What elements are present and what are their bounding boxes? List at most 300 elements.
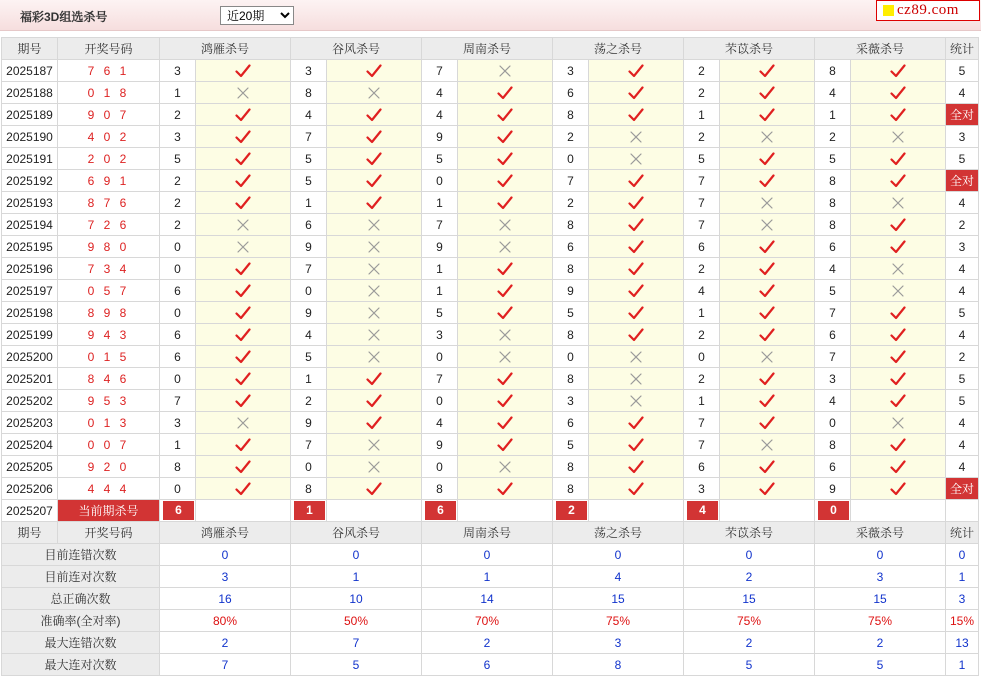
kill-number-cell: 7	[684, 192, 720, 214]
summary-value: 0	[291, 544, 422, 566]
summary-value: 0	[422, 544, 553, 566]
summary-value: 75%	[684, 610, 815, 632]
check-icon	[235, 328, 251, 342]
cross-icon	[628, 152, 644, 166]
blank-cell	[946, 500, 979, 522]
result-mark-cell	[851, 214, 946, 236]
cross-icon	[366, 262, 382, 276]
check-icon	[628, 240, 644, 254]
issue-cell: 2025199	[2, 324, 58, 346]
result-mark-cell	[720, 456, 815, 478]
result-mark-cell	[720, 302, 815, 324]
check-icon	[890, 306, 906, 320]
stat-cell: 5	[946, 368, 979, 390]
kill-number-cell: 0	[553, 148, 589, 170]
result-mark-cell	[589, 434, 684, 456]
summary-row	[2, 632, 979, 654]
kill-number-cell: 5	[291, 346, 327, 368]
summary-value: 0	[815, 544, 946, 566]
kill-number-cell: 5	[684, 148, 720, 170]
current-kill-cell	[291, 500, 327, 522]
check-icon	[628, 262, 644, 276]
stat-cell: 5	[946, 390, 979, 412]
result-mark-cell	[589, 346, 684, 368]
result-mark-cell	[851, 60, 946, 82]
kill-number-cell: 6	[291, 214, 327, 236]
summary-value: 70%	[422, 610, 553, 632]
current-kill-number: 4	[687, 501, 718, 520]
issue-cell: 2025193	[2, 192, 58, 214]
cross-icon	[235, 86, 251, 100]
check-icon	[628, 218, 644, 232]
kill-number-cell: 8	[815, 214, 851, 236]
summary-stat: 1	[946, 654, 979, 676]
summary-value: 14	[422, 588, 553, 610]
table-header-row	[2, 38, 979, 60]
period-select[interactable]	[220, 6, 294, 25]
result-mark-cell	[458, 434, 553, 456]
result-mark-cell	[720, 280, 815, 302]
summary-value: 5	[684, 654, 815, 676]
draw-number-cell: 0 0 7	[58, 434, 160, 456]
kill-number-cell: 2	[160, 192, 196, 214]
check-icon	[366, 64, 382, 78]
check-icon	[628, 64, 644, 78]
summary-value: 3	[160, 566, 291, 588]
kill-number-cell: 0	[160, 236, 196, 258]
kill-number-cell: 4	[815, 258, 851, 280]
check-icon	[497, 372, 513, 386]
summary-value: 3	[815, 566, 946, 588]
kill-number-cell: 0	[291, 280, 327, 302]
cross-icon	[759, 350, 775, 364]
check-icon	[759, 306, 775, 320]
cross-icon	[235, 416, 251, 430]
draw-number-cell: 9 8 0	[58, 236, 160, 258]
all-correct-badge: 全对	[946, 170, 979, 192]
blank-cell	[720, 500, 815, 522]
result-mark-cell	[327, 236, 422, 258]
check-icon	[890, 482, 906, 496]
check-icon	[759, 262, 775, 276]
result-mark-cell	[327, 456, 422, 478]
result-mark-cell	[589, 170, 684, 192]
result-mark-cell	[196, 60, 291, 82]
kill-number-cell: 9	[291, 236, 327, 258]
check-icon	[235, 306, 251, 320]
summary-row	[2, 654, 979, 676]
check-icon	[890, 108, 906, 122]
table-row	[2, 192, 979, 214]
kill-number-cell: 3	[160, 412, 196, 434]
result-mark-cell	[720, 390, 815, 412]
result-mark-cell	[720, 104, 815, 126]
kill-number-cell: 4	[291, 324, 327, 346]
summary-col-header-stat: 统计	[946, 522, 979, 544]
summary-value: 75%	[553, 610, 684, 632]
summary-label: 最大连错次数	[2, 632, 160, 654]
issue-cell: 2025200	[2, 346, 58, 368]
kill-number-cell: 9	[422, 126, 458, 148]
check-icon	[759, 416, 775, 430]
result-mark-cell	[327, 346, 422, 368]
summary-stat: 13	[946, 632, 979, 654]
kill-number-cell: 1	[684, 390, 720, 412]
table-row	[2, 368, 979, 390]
kill-number-cell: 4	[422, 104, 458, 126]
blank-cell	[196, 500, 291, 522]
stat-cell: 4	[946, 456, 979, 478]
result-mark-cell	[327, 192, 422, 214]
check-icon	[628, 416, 644, 430]
result-mark-cell	[458, 258, 553, 280]
result-mark-cell	[851, 192, 946, 214]
kill-number-cell: 7	[684, 170, 720, 192]
check-icon	[628, 328, 644, 342]
issue-cell: 2025202	[2, 390, 58, 412]
check-icon	[759, 394, 775, 408]
kill-number-cell: 6	[160, 324, 196, 346]
check-icon	[235, 174, 251, 188]
kill-number-cell: 1	[684, 302, 720, 324]
kill-number-cell: 9	[291, 412, 327, 434]
result-mark-cell	[589, 390, 684, 412]
summary-value: 1	[422, 566, 553, 588]
result-mark-cell	[327, 324, 422, 346]
kill-number-cell: 1	[684, 104, 720, 126]
result-mark-cell	[720, 60, 815, 82]
result-mark-cell	[589, 368, 684, 390]
result-mark-cell	[327, 214, 422, 236]
summary-value: 15	[815, 588, 946, 610]
check-icon	[890, 394, 906, 408]
result-mark-cell	[458, 236, 553, 258]
kill-number-cell: 9	[815, 478, 851, 500]
cross-icon	[628, 350, 644, 364]
result-mark-cell	[851, 170, 946, 192]
kill-number-cell: 3	[291, 60, 327, 82]
check-icon	[759, 64, 775, 78]
check-icon	[497, 262, 513, 276]
kill-number-table	[1, 37, 979, 676]
cross-icon	[497, 218, 513, 232]
summary-value: 2	[422, 632, 553, 654]
result-mark-cell	[589, 148, 684, 170]
result-mark-cell	[196, 412, 291, 434]
result-mark-cell	[720, 82, 815, 104]
cross-icon	[366, 328, 382, 342]
issue-cell: 2025195	[2, 236, 58, 258]
summary-col-header-expert: 周南杀号	[422, 522, 553, 544]
cross-icon	[366, 460, 382, 474]
check-icon	[628, 306, 644, 320]
kill-number-cell: 0	[422, 346, 458, 368]
check-icon	[366, 372, 382, 386]
col-header-stat: 统计	[946, 38, 979, 60]
issue-cell: 2025198	[2, 302, 58, 324]
result-mark-cell	[851, 280, 946, 302]
draw-number-cell: 9 0 7	[58, 104, 160, 126]
table-row	[2, 60, 979, 82]
kill-number-cell: 3	[815, 368, 851, 390]
kill-number-cell: 7	[815, 346, 851, 368]
result-mark-cell	[327, 170, 422, 192]
result-mark-cell	[851, 82, 946, 104]
kill-number-cell: 2	[160, 104, 196, 126]
summary-value: 3	[553, 632, 684, 654]
kill-number-cell: 0	[422, 456, 458, 478]
check-icon	[235, 284, 251, 298]
kill-number-cell: 5	[291, 148, 327, 170]
issue-cell: 2025201	[2, 368, 58, 390]
kill-number-cell: 9	[553, 280, 589, 302]
kill-number-cell: 8	[815, 60, 851, 82]
kill-number-cell: 8	[553, 456, 589, 478]
summary-value: 5	[291, 654, 422, 676]
stat-cell: 5	[946, 60, 979, 82]
result-mark-cell	[589, 214, 684, 236]
stat-cell: 3	[946, 236, 979, 258]
summary-label: 目前连对次数	[2, 566, 160, 588]
check-icon	[890, 328, 906, 342]
result-mark-cell	[327, 258, 422, 280]
summary-col-header-expert: 荡之杀号	[553, 522, 684, 544]
issue-cell: 2025194	[2, 214, 58, 236]
kill-number-cell: 6	[684, 456, 720, 478]
draw-number-cell: 9 4 3	[58, 324, 160, 346]
check-icon	[366, 196, 382, 210]
kill-number-cell: 1	[422, 280, 458, 302]
current-kill-number: 6	[425, 501, 456, 520]
summary-col-header-expert: 谷风杀号	[291, 522, 422, 544]
stat-cell: 5	[946, 302, 979, 324]
current-kill-cell	[684, 500, 720, 522]
result-mark-cell	[720, 412, 815, 434]
kill-number-cell: 7	[160, 390, 196, 412]
summary-value: 80%	[160, 610, 291, 632]
col-header-expert: 鸿雁杀号	[160, 38, 291, 60]
current-kill-number: 0	[818, 501, 849, 520]
current-kill-number: 1	[294, 501, 325, 520]
result-mark-cell	[196, 82, 291, 104]
kill-number-cell: 0	[422, 170, 458, 192]
result-mark-cell	[327, 412, 422, 434]
kill-number-cell: 6	[815, 236, 851, 258]
cross-icon	[235, 240, 251, 254]
kill-number-cell: 2	[684, 258, 720, 280]
check-icon	[235, 130, 251, 144]
result-mark-cell	[720, 192, 815, 214]
summary-value: 8	[553, 654, 684, 676]
cross-icon	[628, 372, 644, 386]
check-icon	[497, 86, 513, 100]
check-icon	[497, 130, 513, 144]
result-mark-cell	[458, 324, 553, 346]
check-icon	[759, 152, 775, 166]
issue-cell: 2025197	[2, 280, 58, 302]
check-icon	[235, 438, 251, 452]
kill-number-cell: 8	[160, 456, 196, 478]
result-mark-cell	[196, 324, 291, 346]
cross-icon	[366, 438, 382, 452]
cross-icon	[497, 240, 513, 254]
summary-row	[2, 588, 979, 610]
check-icon	[890, 460, 906, 474]
kill-number-cell: 2	[160, 170, 196, 192]
summary-label: 最大连对次数	[2, 654, 160, 676]
draw-number-cell: 9 5 3	[58, 390, 160, 412]
check-icon	[497, 108, 513, 122]
kill-number-cell: 1	[291, 192, 327, 214]
issue-cell: 2025196	[2, 258, 58, 280]
kill-number-cell: 2	[684, 60, 720, 82]
check-icon	[497, 416, 513, 430]
kill-number-cell: 4	[815, 390, 851, 412]
col-header-expert: 周南杀号	[422, 38, 553, 60]
kill-number-cell: 8	[553, 368, 589, 390]
result-mark-cell	[458, 148, 553, 170]
check-icon	[235, 262, 251, 276]
check-icon	[890, 218, 906, 232]
stat-cell: 2	[946, 346, 979, 368]
kill-number-cell: 2	[684, 324, 720, 346]
kill-number-cell: 7	[815, 302, 851, 324]
result-mark-cell	[458, 478, 553, 500]
result-mark-cell	[196, 434, 291, 456]
summary-value: 75%	[815, 610, 946, 632]
kill-number-cell: 3	[684, 478, 720, 500]
kill-number-cell: 9	[422, 236, 458, 258]
all-correct-badge: 全对	[946, 478, 979, 500]
kill-number-cell: 1	[815, 104, 851, 126]
result-mark-cell	[196, 456, 291, 478]
result-mark-cell	[458, 214, 553, 236]
current-kill-number: 2	[556, 501, 587, 520]
issue-cell: 2025190	[2, 126, 58, 148]
kill-number-cell: 8	[553, 214, 589, 236]
table-row	[2, 434, 979, 456]
summary-value: 15	[553, 588, 684, 610]
kill-number-cell: 8	[815, 192, 851, 214]
kill-number-cell: 7	[291, 126, 327, 148]
result-mark-cell	[458, 302, 553, 324]
kill-number-cell: 4	[291, 104, 327, 126]
blank-cell	[458, 500, 553, 522]
draw-number-cell: 7 3 4	[58, 258, 160, 280]
draw-number-cell: 2 0 2	[58, 148, 160, 170]
table-row	[2, 390, 979, 412]
kill-number-cell: 9	[291, 302, 327, 324]
result-mark-cell	[327, 390, 422, 412]
kill-number-cell: 6	[553, 412, 589, 434]
draw-number-cell: 9 2 0	[58, 456, 160, 478]
current-kill-cell	[160, 500, 196, 522]
page-title: 福彩3D组选杀号	[20, 10, 108, 24]
result-mark-cell	[589, 302, 684, 324]
blank-cell	[851, 500, 946, 522]
result-mark-cell	[196, 104, 291, 126]
kill-number-cell: 7	[291, 434, 327, 456]
kill-number-cell: 8	[422, 478, 458, 500]
draw-number-cell: 8 7 6	[58, 192, 160, 214]
kill-number-cell: 3	[160, 126, 196, 148]
kill-number-cell: 7	[553, 170, 589, 192]
col-header-expert: 谷风杀号	[291, 38, 422, 60]
result-mark-cell	[589, 412, 684, 434]
site-logo[interactable]	[876, 0, 980, 21]
kill-number-cell: 5	[815, 148, 851, 170]
summary-value: 7	[291, 632, 422, 654]
cross-icon	[366, 284, 382, 298]
result-mark-cell	[196, 170, 291, 192]
kill-number-cell: 6	[553, 236, 589, 258]
summary-label: 总正确次数	[2, 588, 160, 610]
check-icon	[890, 438, 906, 452]
check-icon	[759, 284, 775, 298]
table-row	[2, 104, 979, 126]
kill-number-cell: 2	[815, 126, 851, 148]
current-kill-cell	[422, 500, 458, 522]
kill-number-cell: 0	[291, 456, 327, 478]
result-mark-cell	[851, 412, 946, 434]
result-mark-cell	[327, 148, 422, 170]
kill-number-cell: 4	[422, 412, 458, 434]
issue-cell: 2025207	[2, 500, 58, 522]
kill-number-cell: 7	[291, 258, 327, 280]
result-mark-cell	[720, 478, 815, 500]
table-row	[2, 126, 979, 148]
check-icon	[628, 174, 644, 188]
result-mark-cell	[589, 324, 684, 346]
result-mark-cell	[589, 126, 684, 148]
summary-value: 2	[815, 632, 946, 654]
draw-number-cell: 0 1 3	[58, 412, 160, 434]
check-icon	[759, 482, 775, 496]
check-icon	[759, 460, 775, 474]
cross-icon	[497, 460, 513, 474]
check-icon	[235, 64, 251, 78]
result-mark-cell	[589, 478, 684, 500]
check-icon	[890, 152, 906, 166]
kill-number-cell: 5	[553, 302, 589, 324]
result-mark-cell	[196, 346, 291, 368]
kill-number-cell: 1	[160, 434, 196, 456]
check-icon	[366, 130, 382, 144]
result-mark-cell	[196, 368, 291, 390]
blank-cell	[327, 500, 422, 522]
table-row	[2, 412, 979, 434]
check-icon	[759, 240, 775, 254]
cross-icon	[890, 196, 906, 210]
result-mark-cell	[458, 412, 553, 434]
kill-number-cell: 8	[815, 434, 851, 456]
result-mark-cell	[196, 280, 291, 302]
result-mark-cell	[589, 60, 684, 82]
summary-value: 50%	[291, 610, 422, 632]
cross-icon	[366, 306, 382, 320]
kill-number-cell: 3	[553, 390, 589, 412]
result-mark-cell	[720, 170, 815, 192]
check-icon	[497, 394, 513, 408]
col-header-expert: 荡之杀号	[553, 38, 684, 60]
summary-col-header-expert: 采薇杀号	[815, 522, 946, 544]
draw-number-cell: 4 0 2	[58, 126, 160, 148]
result-mark-cell	[196, 478, 291, 500]
check-icon	[759, 86, 775, 100]
issue-cell: 2025206	[2, 478, 58, 500]
kill-number-cell: 7	[422, 60, 458, 82]
kill-number-cell: 5	[291, 170, 327, 192]
